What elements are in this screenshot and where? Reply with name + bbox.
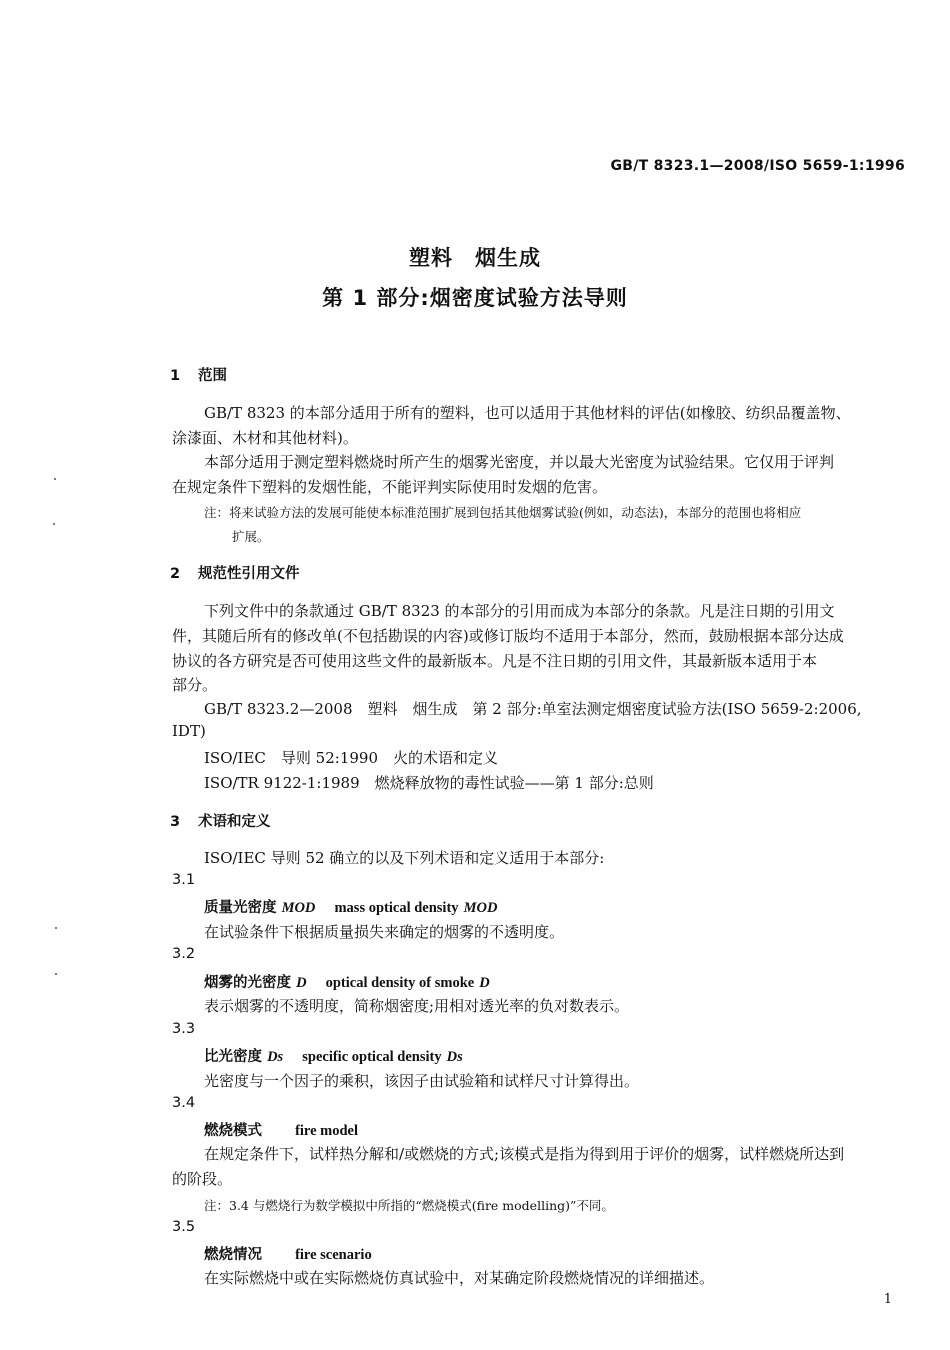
term-en-symbol: D [479,975,490,991]
reference-line: ISO/TR 9122-1:1989 燃烧释放物的毒性试验——第 1 部分:总则 [204,774,654,792]
term-zh: 燃烧模式 [204,1122,262,1139]
subsection-number: 3.1 [172,872,196,888]
term-en: specific optical density [302,1049,442,1065]
section-2-heading [170,562,300,583]
paragraph-line: 在规定条件下塑料的发烟性能，不能评判实际使用时发烟的危害。 [172,478,608,496]
section-number: 3 [170,814,181,830]
section-title: 规范性引用文件 [198,566,300,582]
scan-speck [53,523,55,525]
reference-line: ISO/IEC 导则 52:1990 火的术语和定义 [204,749,498,767]
term-3-1 [204,896,497,917]
term-zh: 比光密度 [204,1048,262,1065]
scan-speck [55,973,57,975]
term-en: optical density of smoke [325,975,475,991]
note-line: 注：将来试验方法的发展可能使本标准范围扩展到包括其他烟雾试验(例如，动态法)，本部分的范围也将相应 [204,505,802,520]
reference-line: IDT) [172,722,206,740]
paragraph-line: 协议的各方研究是否可使用这些文件的最新版本。凡是不注日期的引用文件，其最新版本适用于本 [172,652,818,670]
term-symbol: D [296,975,307,991]
section-1-heading [170,364,227,385]
paragraph-line: GB/T 8323 的本部分适用于所有的塑料，也可以适用于其他材料的评估(如橡胶、纺织品覆盖物、 [204,404,851,422]
definition-line: 表示烟雾的不透明度，简称烟密度;用相对透光率的负对数表示。 [204,997,630,1015]
standard-code: GB/T 8323.1—2008/ISO 5659-1:1996 [610,158,905,174]
definition-line: 在试验条件下根据质量损失来确定的烟雾的不透明度。 [204,923,565,941]
paragraph-line: 下列文件中的条款通过 GB/T 8323 的本部分的引用而成为本部分的条款。凡是注日期的引用文 [204,602,835,620]
subsection-number: 3.4 [172,1095,196,1111]
scan-speck [55,927,57,929]
term-3-4 [204,1119,358,1140]
subsection-number: 3.5 [172,1219,196,1235]
title-line-2: 第 1 部分:烟密度试验方法导则 [322,286,628,310]
paragraph-line: ISO/IEC 导则 52 确立的以及下列术语和定义适用于本部分: [204,849,605,867]
section-number: 2 [170,566,181,582]
note-line: 注：3.4 与燃烧行为数学模拟中所指的“燃烧模式(fire modelling)”不同。 [204,1198,614,1213]
term-zh: 质量光密度 [204,899,277,916]
page-number: 1 [883,1292,892,1307]
term-en: mass optical density [334,900,459,916]
paragraph-line: 件，其随后所有的修改单(不包括勘误的内容)或修订版均不适用于本部分，然而，鼓励根据本部分达成 [172,627,844,645]
definition-line: 的阶段。 [172,1170,233,1188]
scan-speck [54,478,56,480]
section-title: 范围 [198,368,227,384]
reference-line: GB/T 8323.2—2008 塑料 烟生成 第 2 部分:单室法测定烟密度试验方法(ISO 5659-2:2006, [204,700,862,718]
title-line-1: 塑料 烟生成 [409,246,541,270]
definition-line: 在实际燃烧中或在实际燃烧仿真试验中，对某确定阶段燃烧情况的详细描述。 [204,1269,715,1287]
term-en-symbol: MOD [463,900,498,916]
term-zh: 燃烧情况 [204,1246,262,1263]
term-en-symbol: Ds [446,1049,463,1065]
subsection-number: 3.3 [172,1021,196,1037]
paragraph-line: 本部分适用于测定塑料燃烧时所产生的烟雾光密度，并以最大光密度为试验结果。它仅用于评判 [204,453,835,471]
section-3-heading [170,810,271,831]
note-line: 扩展。 [232,529,270,544]
term-zh: 烟雾的光密度 [204,974,291,991]
term-3-3 [204,1045,463,1066]
section-title: 术语和定义 [198,814,271,830]
term-en: fire model [295,1123,359,1139]
definition-line: 光密度与一个因子的乘积，该因子由试验箱和试样尺寸计算得出。 [204,1072,640,1090]
paragraph-line: 部分。 [172,676,218,694]
term-symbol: Ds [267,1049,284,1065]
definition-line: 在规定条件下，试样热分解和/或燃烧的方式;该模式是指为得到用于评价的烟雾，试样燃烧所达到 [204,1145,845,1163]
section-number: 1 [170,368,181,384]
term-en: fire scenario [295,1247,372,1263]
term-symbol: MOD [281,900,316,916]
paragraph-line: 涂漆面、木材和其他材料)。 [172,429,358,447]
subsection-number: 3.2 [172,946,196,962]
term-3-5 [204,1243,372,1264]
term-3-2 [204,971,490,992]
